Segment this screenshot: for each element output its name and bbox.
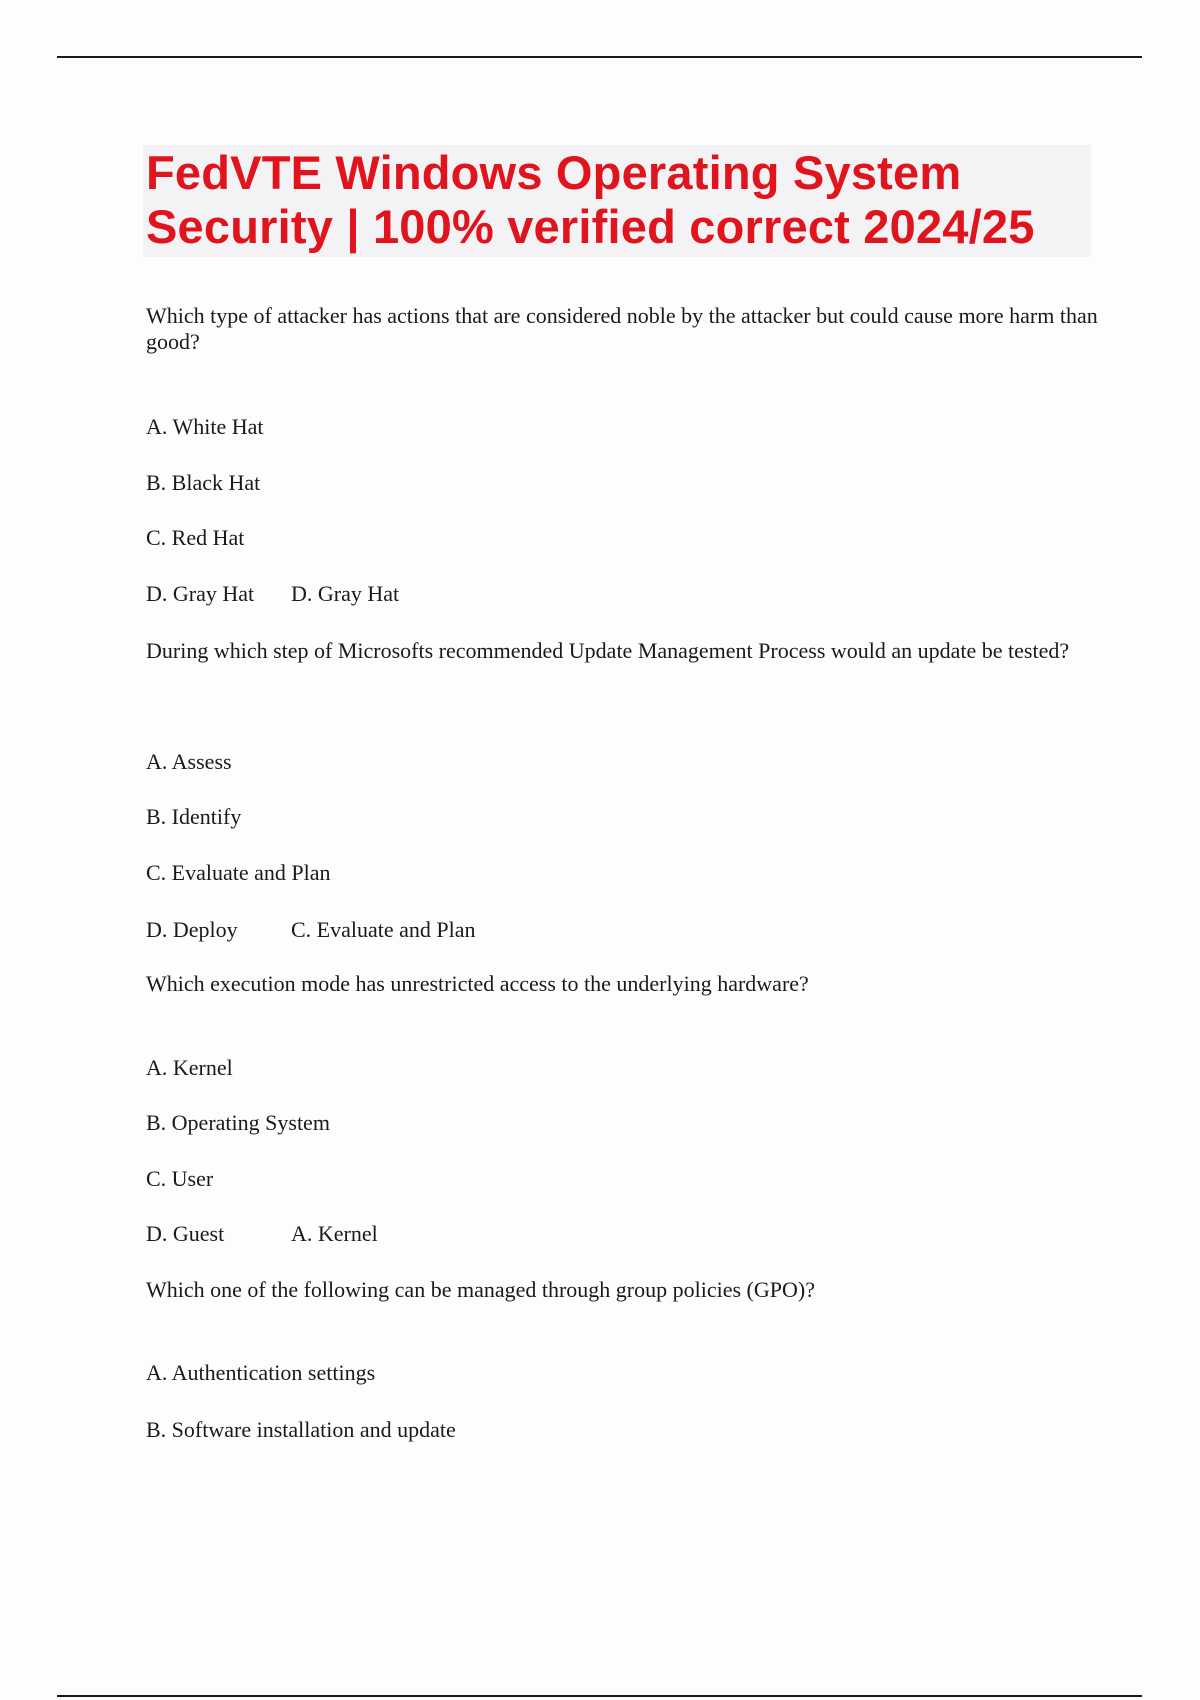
q3-option-d: D. Guest	[146, 1221, 225, 1246]
top-rule	[57, 56, 1142, 58]
q2-option-b: B. Identify	[146, 804, 242, 829]
q4-option-a: A. Authentication settings	[146, 1360, 376, 1385]
q1-option-a: A. White Hat	[146, 414, 264, 439]
q1-option-d: D. Gray Hat	[146, 581, 255, 606]
q1-option-c: C. Red Hat	[146, 525, 245, 550]
bottom-rule	[57, 1695, 1142, 1697]
title-line-1: FedVTE Windows Operating System	[146, 146, 962, 199]
question-4: Which one of the following can be managed through group policies (GPO)?	[146, 1277, 815, 1302]
title-line-2: Security | 100% verified correct 2024/25	[146, 200, 1035, 253]
q3-answer: A. Kernel	[291, 1221, 378, 1246]
q3-option-c: C. User	[146, 1166, 214, 1191]
document-title	[146, 146, 1091, 254]
q2-option-c: C. Evaluate and Plan	[146, 860, 331, 885]
q3-option-b: B. Operating System	[146, 1110, 330, 1135]
q1-answer: D. Gray Hat	[291, 581, 400, 606]
q3-option-a: A. Kernel	[146, 1055, 233, 1080]
q2-option-d: D. Deploy	[146, 917, 238, 942]
q4-option-b: B. Software installation and update	[146, 1417, 456, 1442]
q2-answer: C. Evaluate and Plan	[291, 917, 476, 942]
question-1: Which type of attacker has actions that are considered noble by the attacker but could cause more harm than good?	[146, 303, 1098, 354]
q1-option-b: B. Black Hat	[146, 470, 261, 495]
q2-option-a: A. Assess	[146, 749, 232, 774]
question-2: During which step of Microsofts recommended Update Management Process would an update be tested?	[146, 638, 1070, 663]
question-3: Which execution mode has unrestricted access to the underlying hardware?	[146, 971, 809, 996]
